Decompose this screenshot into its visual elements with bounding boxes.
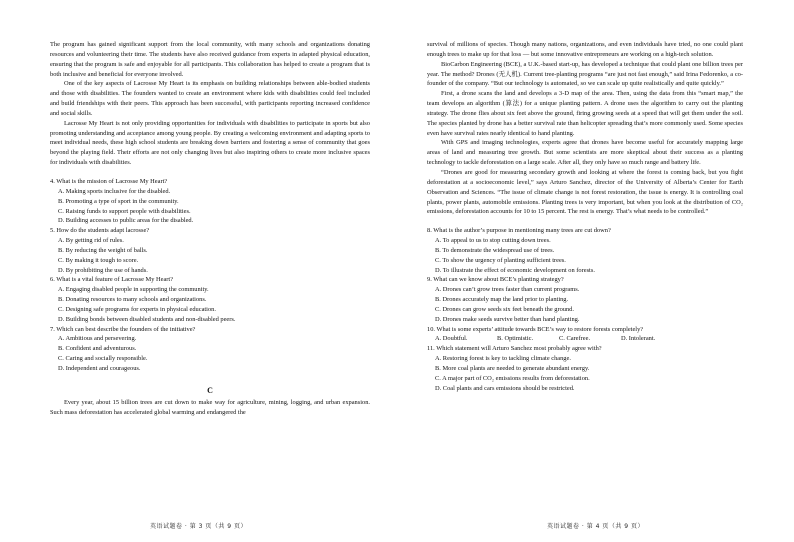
answer-option[interactable]: D. By prohibiting the use of hands. bbox=[58, 266, 148, 274]
right-page bbox=[397, 0, 794, 542]
answer-option[interactable]: B. By reducing the weight of balls. bbox=[58, 246, 148, 254]
question-block bbox=[50, 275, 370, 324]
answer-option[interactable]: A. Drones can’t grow trees faster than current programs. bbox=[435, 286, 580, 294]
answer-option[interactable]: A. Engaging disabled people in supporting the community. bbox=[58, 286, 209, 294]
passage-paragraph: Every year, about 15 billion trees are cut down to make way for agriculture, mining, logging, and urban expansion. Such mass deforestation has accelerated global warming and endangered the bbox=[50, 398, 370, 416]
answer-option[interactable]: B. To demonstrate the widespread use of trees. bbox=[435, 246, 555, 254]
question-text: 10. What is some experts’ attitude towards BCE’s way to restore forests completely? bbox=[427, 325, 644, 333]
left-column bbox=[50, 40, 370, 418]
question-block bbox=[427, 344, 743, 393]
answer-option[interactable]: B. Confident and adventurous. bbox=[58, 345, 137, 353]
answer-option-row bbox=[435, 334, 743, 344]
answer-option[interactable]: C. By making it tough to score. bbox=[58, 256, 139, 264]
answer-option[interactable]: C. Caring and socially responsible. bbox=[58, 355, 148, 363]
answer-option[interactable]: C. Raising funds to support people with disabilities. bbox=[58, 207, 191, 215]
answer-option[interactable]: B. Optimistic. bbox=[497, 335, 534, 343]
question-text: 9. What can we know about BCE’s planting strategy? bbox=[427, 276, 564, 284]
passage-paragraph: survival of millions of species. Though many nations, organizations, and even individuals have tried, no one could plant enough trees to make up for that loss — but some innovative entrepreneurs are working on a high-tech solution. bbox=[427, 41, 743, 58]
passage-paragraph: First, a drone scans the land and develops a 3-D map of the area. Then, using the data from this “smart map,” the team develops an algorithm (算法) for a unique planting pattern. A drone uses the algorithm to carry out the planting strategy. The drone flies about six feet above the ground, firing growing seeds at a speed that will get them under the soil. The species planted by drone has a better survival rate than helicopter spreading that’s more commonly used. Some species even have survival rates nearly identical to hand planting. bbox=[427, 90, 743, 137]
answer-option[interactable]: D. Building bonds between disabled students and non-disabled peers. bbox=[58, 315, 236, 323]
question-text: 5. How do the students adapt lacrosse? bbox=[50, 227, 150, 235]
question-text: 8. What is the author’s purpose in mentioning many trees are cut down? bbox=[427, 227, 611, 235]
question-text: 11. Which statement will Arturo Sanchez most probably agree with? bbox=[427, 345, 602, 353]
answer-option[interactable]: A. Ambitious and persevering. bbox=[58, 335, 137, 343]
question-block bbox=[50, 226, 370, 275]
question-block bbox=[427, 275, 743, 324]
answer-option[interactable]: A. Doubtful. bbox=[435, 335, 468, 343]
answer-option[interactable]: D. Building accesses to public areas for the disabled. bbox=[58, 217, 194, 225]
question-text: 7. Which can best describe the founders of the initiative? bbox=[50, 325, 196, 333]
question-block bbox=[50, 177, 370, 226]
answer-option[interactable]: D. To illustrate the effect of economic development on forests. bbox=[435, 266, 595, 274]
answer-option[interactable]: D. Intolerant. bbox=[621, 335, 656, 343]
answer-option[interactable]: C. To show the urgency of planting sufficient trees. bbox=[435, 256, 566, 264]
question-block bbox=[427, 226, 743, 275]
passage-paragraph: One of the key aspects of Lacrosse My Heart is its emphasis on building relationships between able-bodied students and those with disabilities. The founders wanted to create an environment where kids with disabilities could feel included and build friendships with their peers. This approach has been successful, with participants reporting increased confidence and social skills. bbox=[50, 80, 370, 117]
question-text: 4. What is the mission of Lacrosse My Heart? bbox=[50, 177, 168, 185]
answer-option[interactable]: B. Drones accurately map the land prior to planting. bbox=[435, 296, 569, 304]
answer-option[interactable]: A. By getting rid of rules. bbox=[58, 237, 124, 245]
question-block bbox=[427, 325, 743, 345]
answer-option[interactable]: D. Independent and courageous. bbox=[58, 365, 141, 372]
answer-option[interactable]: A. To appeal to us to stop cutting down trees. bbox=[435, 237, 551, 245]
section-title: C bbox=[207, 385, 213, 395]
question-text: 6. What is a vital feature of Lacrosse My Heart? bbox=[50, 276, 174, 284]
answer-option[interactable]: C. Drones can grow seeds six feet beneath the ground. bbox=[435, 305, 574, 313]
question-block bbox=[50, 325, 370, 374]
answer-option[interactable]: D. Coal plants and cars emissions should be restricted. bbox=[435, 384, 575, 392]
answer-option[interactable]: C. A major part of CO₂ emissions results from deforestation. bbox=[435, 374, 590, 382]
passage-paragraph: “Drones are good for measuring secondary growth and looking at where the forest is coming back, but you fight deforestation at a socioeconomic level,” says Arturo Sanchez, director of the University of Alberta’s Center for Earth Observation and Sciences. “The issue of climate change is not forest restoration, the issue is energy. It is controlling coal plants, power plants, automobile emissions. Planting trees is very important, but when you look at the distribution of CO₂ emissions, deforestation accounts for 10 to 15 percent. The rest is energy. That’s what needs to be controlled.” bbox=[427, 168, 743, 216]
answer-option[interactable]: B. Promoting a type of sport in the community. bbox=[58, 197, 179, 205]
page-footer: 英语试题卷 · 第 4 页（共 9 页） bbox=[547, 523, 644, 530]
passage-paragraph: BioCarbon Engineering (BCE), a U.K.-based start-up, has developed a technique that could plant one billion trees per year. The method? Drones (无人机). Current tree-planting programs “are just not fast enough,” said Irina Fedorenko, a co-founder of the company. “But our technology is automated, so we can scale up quite realistically and quite quickly.” bbox=[427, 60, 743, 88]
answer-option[interactable]: B. Donating resources to many schools and organizations. bbox=[58, 296, 207, 304]
answer-option[interactable]: C. Designing safe programs for experts in physical education. bbox=[58, 305, 216, 313]
answer-option[interactable]: B. More coal plants are needed to generate abundant energy. bbox=[435, 365, 590, 372]
passage-paragraph: Lacrosse My Heart is not only providing opportunities for individuals with disabilities to participate in sports but also promoting understanding and acceptance among young people. By creating a welcoming environment and adapting sports to meet individual needs, these high school students are breaking down barriers and fostering a sense of community that goes beyond the playing field. Their efforts are not only changing lives but also inspiring others to create more inclusive spaces for individuals with disabilities. bbox=[50, 119, 370, 167]
answer-option[interactable]: A. Restoring forest is key to tackling climate change. bbox=[435, 355, 571, 363]
right-column bbox=[427, 40, 743, 394]
answer-option[interactable]: C. Carefree. bbox=[559, 335, 591, 343]
page-footer: 英语试题卷 · 第 3 页（共 9 页） bbox=[150, 523, 247, 530]
passage-paragraph: With GPS and imaging technologies, experts agree that drones have become useful for accurately mapping large areas of land and measuring tree growth. But some scientists are more skeptical about their success as a planting technology to tackle deforestation on a large scale. After all, they only have so much range and battery life. bbox=[427, 139, 743, 167]
passage-paragraph: The program has gained significant support from the local community, with many schools and organizations donating resources and volunteering their time. The students have also received guidance from experts in adapted physical education, ensuring that the program is safe and enjoyable for all participants. This collaboration has helped to create a program that is both inclusive and beneficial for everyone involved. bbox=[50, 41, 370, 78]
answer-option[interactable]: D. Drones make seeds survive better than hand planting. bbox=[435, 315, 580, 323]
answer-option[interactable]: A. Making sports inclusive for the disabled. bbox=[58, 187, 171, 195]
